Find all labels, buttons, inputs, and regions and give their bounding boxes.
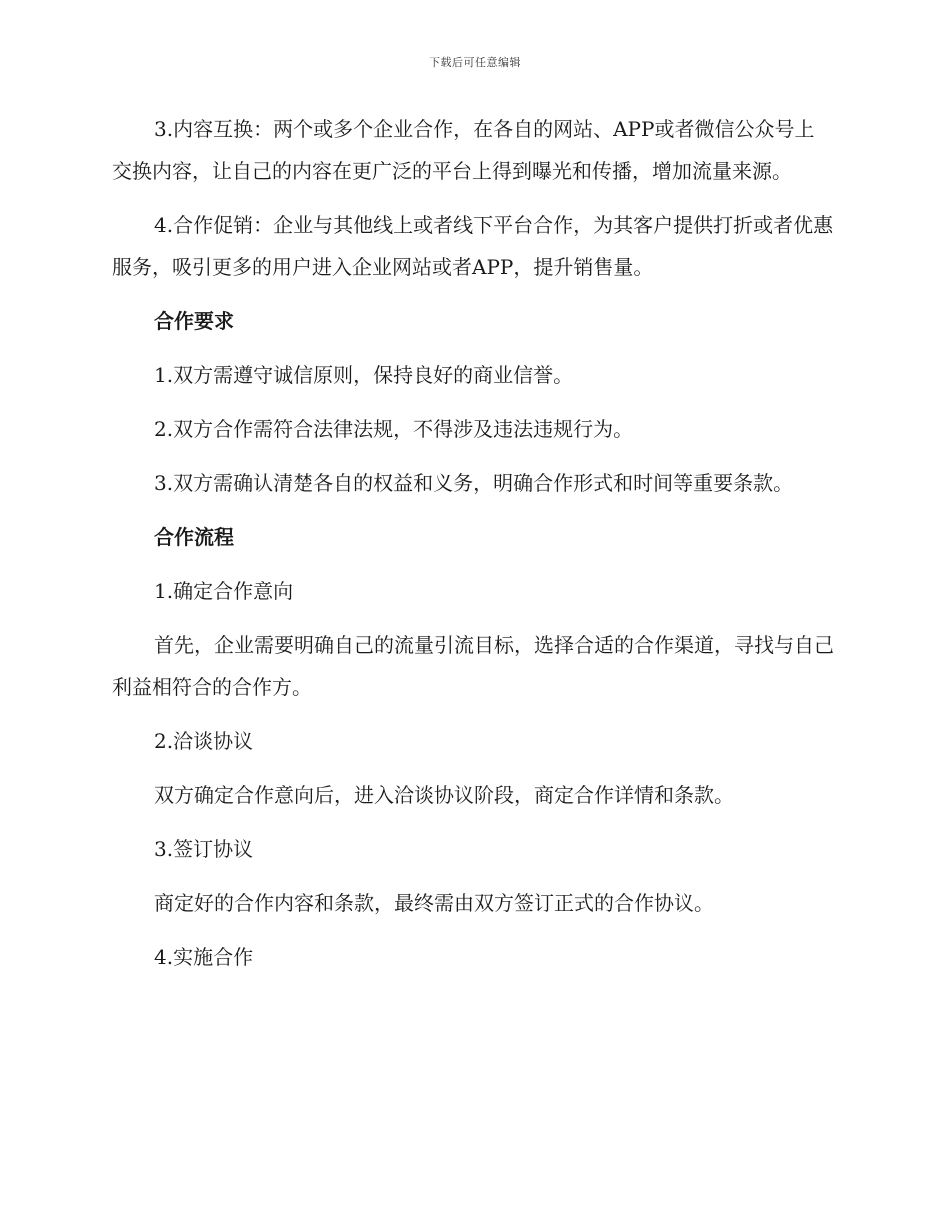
document-body: [112, 108, 834, 978]
paragraph-step-3-title: 3.签订协议: [154, 837, 254, 861]
page-header: 下载后可任意编辑: [429, 56, 521, 69]
section-heading-process: 合作流程: [154, 525, 234, 549]
paragraph-step-2-body: 双方确定合作意向后，进入洽谈协议阶段，商定合作详情和条款。: [154, 783, 734, 807]
paragraph-step-4-title: 4.实施合作: [154, 945, 254, 969]
paragraph-requirement-1: 1.双方需遵守诚信原则，保持良好的商业信誉。: [154, 363, 574, 387]
paragraph-content-exchange: 3.内容互换：两个或多个企业合作，在各自的网站、APP或者微信公众号上交换内容，让自己的内容在更广泛的平台上得到曝光和传播，增加流量来源。: [112, 117, 815, 183]
paragraph-step-3-body: 商定好的合作内容和条款，最终需由双方签订正式的合作协议。: [154, 891, 714, 915]
paragraph-requirement-3: 3.双方需确认清楚各自的权益和义务，明确合作形式和时间等重要条款。: [154, 471, 794, 495]
paragraph-cooperative-promotion: 4.合作促销：企业与其他线上或者线下平台合作，为其客户提供打折或者优惠服务，吸引更多的用户进入企业网站或者APP，提升销售量。: [112, 213, 834, 279]
paragraph-step-2-title: 2.洽谈协议: [154, 729, 254, 753]
paragraph-step-1-body: 首先，企业需要明确自己的流量引流目标，选择合适的合作渠道，寻找与自己利益相符合的合作方。: [112, 633, 834, 699]
section-heading-requirements: 合作要求: [154, 309, 234, 333]
paragraph-requirement-2: 2.双方合作需符合法律法规，不得涉及违法违规行为。: [154, 417, 634, 441]
paragraph-step-1-title: 1.确定合作意向: [154, 579, 294, 603]
